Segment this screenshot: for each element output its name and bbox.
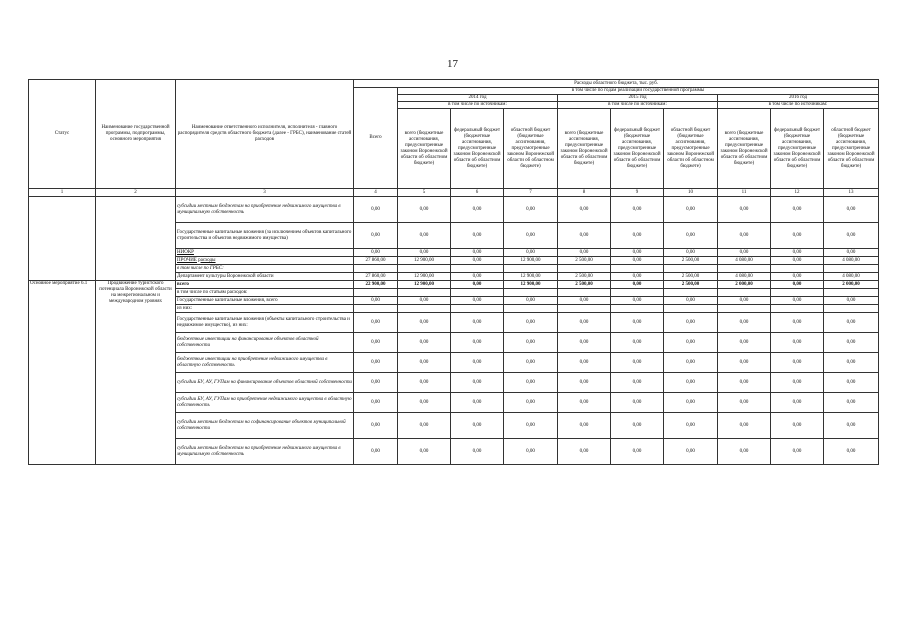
value-cell	[504, 265, 558, 273]
value-cell	[398, 265, 451, 273]
row-label: Государственные капитальные вложения (объекты капитального строительства и недвижимое имущество), из них:	[176, 313, 354, 333]
value-cell: 0,00	[771, 257, 824, 265]
row-label: бюджетные инвестиции на финансирование объектов областной собственности	[176, 333, 354, 353]
status-cell: Основное мероприятие 6.1	[29, 281, 96, 465]
column-number-cell: 3	[176, 189, 354, 197]
value-cell: 0,00	[771, 281, 824, 289]
value-cell: 0,00	[398, 197, 451, 223]
value-cell: 0,00	[824, 249, 879, 257]
value-cell	[611, 305, 664, 313]
value-cell: 0,00	[664, 393, 718, 413]
value-cell	[771, 289, 824, 297]
row-label: субсидии БУ, АУ, ГУПам на финансирование объектов областной собственности	[176, 373, 354, 393]
value-cell: 22 900,00	[354, 281, 398, 289]
value-cell	[558, 305, 611, 313]
value-cell: 0,00	[718, 373, 771, 393]
value-cell: 0,00	[451, 333, 504, 353]
value-cell	[354, 265, 398, 273]
value-cell: 27 860,00	[354, 257, 398, 265]
value-cell: 0,00	[824, 223, 879, 249]
value-cell: 4 080,00	[718, 273, 771, 281]
row-label: субсидии БУ, АУ, ГУПам на приобретение недвижимого имущества в областную собственность	[176, 393, 354, 413]
value-cell: 0,00	[504, 197, 558, 223]
value-cell	[451, 265, 504, 273]
value-cell: 0,00	[611, 373, 664, 393]
row-label: из них:	[176, 305, 354, 313]
value-cell: 2 000,00	[824, 281, 879, 289]
value-cell: 0,00	[664, 197, 718, 223]
status-cell-empty	[29, 197, 96, 281]
row-label: ПРОЧИЕ расходы	[176, 257, 354, 265]
value-cell: 2 500,00	[558, 281, 611, 289]
row-label: Департамент культуры Воронежской области	[176, 273, 354, 281]
value-cell: 0,00	[771, 439, 824, 465]
column-number-cell: 4	[354, 189, 398, 197]
value-cell: 0,00	[354, 297, 398, 305]
page-number: 17	[447, 58, 458, 70]
column-number-cell: 10	[664, 189, 718, 197]
value-cell: 0,00	[558, 373, 611, 393]
value-cell: 0,00	[771, 373, 824, 393]
value-cell: 0,00	[504, 333, 558, 353]
value-cell: 12 900,00	[504, 257, 558, 265]
value-cell: 0,00	[504, 313, 558, 333]
value-cell: 0,00	[664, 249, 718, 257]
header-total: Всего	[354, 88, 398, 189]
value-cell: 0,00	[771, 333, 824, 353]
value-cell: 0,00	[664, 353, 718, 373]
value-cell	[451, 305, 504, 313]
value-cell: 2 500,00	[558, 273, 611, 281]
value-cell: 0,00	[354, 353, 398, 373]
table-row	[29, 281, 879, 289]
column-number-row	[29, 189, 879, 197]
value-cell: 0,00	[451, 281, 504, 289]
value-cell: 0,00	[398, 373, 451, 393]
column-number-cell: 13	[824, 189, 879, 197]
value-cell	[718, 265, 771, 273]
value-cell: 0,00	[611, 333, 664, 353]
value-cell	[354, 289, 398, 297]
value-cell: 12 900,00	[504, 273, 558, 281]
value-cell	[771, 305, 824, 313]
value-cell: 2 000,00	[718, 281, 771, 289]
column-number-cell: 6	[451, 189, 504, 197]
value-cell: 0,00	[558, 413, 611, 439]
value-cell: 0,00	[611, 353, 664, 373]
row-label: НИОКР	[176, 249, 354, 257]
row-label: бюджетные инвестиции на приобретение недвижимого имущества в областную собственность	[176, 353, 354, 373]
value-cell: 0,00	[398, 393, 451, 413]
value-cell: 0,00	[354, 413, 398, 439]
value-cell: 0,00	[664, 333, 718, 353]
value-cell: 0,00	[824, 313, 879, 333]
header-program-name: Наименование государственной программы, подпрограммы, основного мероприятия	[96, 80, 176, 189]
value-cell	[664, 305, 718, 313]
column-number-cell: 2	[96, 189, 176, 197]
value-cell: 0,00	[718, 223, 771, 249]
value-cell: 27 860,00	[354, 273, 398, 281]
header-federal-2015: федеральный бюджет (бюджетные ассигнования, предусмотренные законом Воронежской области об областном бюджете)	[611, 109, 664, 189]
value-cell: 0,00	[824, 197, 879, 223]
row-label: Государственные капитальные вложения, всего	[176, 297, 354, 305]
value-cell: 0,00	[504, 249, 558, 257]
value-cell: 0,00	[504, 413, 558, 439]
value-cell	[718, 305, 771, 313]
header-regional-2014: областной бюджет (бюджетные ассигнования, предусмотренные законом Воронежской области об областном бюджете)	[504, 109, 558, 189]
row-label: субсидии местным бюджетам на софинансирование объектов муниципальной собственности	[176, 413, 354, 439]
header-sources-2015: в том числе по источникам:	[558, 102, 718, 109]
value-cell: 0,00	[354, 373, 398, 393]
value-cell: 0,00	[824, 297, 879, 305]
value-cell: 12 900,00	[398, 257, 451, 265]
column-number-cell: 9	[611, 189, 664, 197]
value-cell	[824, 305, 879, 313]
value-cell: 0,00	[558, 333, 611, 353]
value-cell: 0,00	[664, 297, 718, 305]
header-obl-total-2014: всего (бюджетные ассигнования, предусмотренные законом Воронежской области об областном бюджете)	[398, 109, 451, 189]
value-cell: 0,00	[504, 373, 558, 393]
row-label: в том числе по ГРБС:	[176, 265, 354, 273]
value-cell: 0,00	[558, 197, 611, 223]
value-cell: 0,00	[354, 197, 398, 223]
value-cell: 2 500,00	[664, 281, 718, 289]
value-cell: 0,00	[718, 413, 771, 439]
column-number-cell: 11	[718, 189, 771, 197]
value-cell: 0,00	[398, 333, 451, 353]
value-cell: 0,00	[611, 223, 664, 249]
header-obl-total-2016: всего (бюджетные ассигнования, предусмотренные законом Воронежской области об областном бюджете)	[718, 109, 771, 189]
value-cell: 0,00	[611, 439, 664, 465]
value-cell: 0,00	[451, 297, 504, 305]
value-cell	[558, 265, 611, 273]
value-cell: 0,00	[771, 413, 824, 439]
value-cell: 0,00	[451, 313, 504, 333]
value-cell: 0,00	[354, 313, 398, 333]
value-cell	[824, 289, 879, 297]
column-number-cell: 8	[558, 189, 611, 197]
value-cell: 0,00	[504, 223, 558, 249]
value-cell: 4 080,00	[824, 273, 879, 281]
value-cell: 0,00	[824, 353, 879, 373]
value-cell: 0,00	[771, 353, 824, 373]
value-cell: 0,00	[718, 333, 771, 353]
value-cell: 0,00	[824, 413, 879, 439]
value-cell: 12 900,00	[398, 281, 451, 289]
value-cell: 0,00	[504, 393, 558, 413]
row-label: всего	[176, 281, 354, 289]
value-cell: 2 500,00	[664, 257, 718, 265]
value-cell	[398, 305, 451, 313]
row-label: субсидии местным бюджетам на приобретение недвижимого имущества в муниципальную собственность	[176, 439, 354, 465]
value-cell	[664, 265, 718, 273]
value-cell: 4 080,00	[824, 257, 879, 265]
value-cell: 0,00	[354, 223, 398, 249]
value-cell	[558, 289, 611, 297]
value-cell: 0,00	[718, 439, 771, 465]
value-cell: 0,00	[771, 249, 824, 257]
value-cell: 0,00	[354, 439, 398, 465]
value-cell	[354, 305, 398, 313]
value-cell: 0,00	[611, 249, 664, 257]
table-row	[29, 197, 879, 223]
value-cell: 0,00	[451, 373, 504, 393]
value-cell: 0,00	[398, 297, 451, 305]
name-cell-empty	[96, 197, 176, 281]
value-cell: 0,00	[398, 413, 451, 439]
value-cell: 0,00	[451, 439, 504, 465]
value-cell: 2 500,00	[664, 273, 718, 281]
column-number-cell: 5	[398, 189, 451, 197]
value-cell: 0,00	[664, 439, 718, 465]
value-cell: 0,00	[451, 353, 504, 373]
value-cell: 0,00	[451, 257, 504, 265]
header-federal-2016: федеральный бюджет (бюджетные ассигнования, предусмотренные законом Воронежской области об областном бюджете)	[771, 109, 824, 189]
row-label: субсидии местным бюджетам на приобретение недвижимого имущества в муниципальную собственность	[176, 197, 354, 223]
value-cell	[504, 289, 558, 297]
value-cell	[824, 265, 879, 273]
value-cell	[664, 289, 718, 297]
value-cell: 0,00	[824, 439, 879, 465]
header-executor: Наименование ответственного исполнителя, исполнителя - главного распорядителя средств областного бюджета (далее - ГРБС), наименование статей расходов	[176, 80, 354, 189]
value-cell: 0,00	[451, 273, 504, 281]
value-cell: 2 500,00	[558, 257, 611, 265]
value-cell: 0,00	[771, 273, 824, 281]
value-cell: 0,00	[451, 197, 504, 223]
header-regional-2015: областной бюджет (бюджетные ассигнования, предусмотренные законом Воронежской области об областном бюджете)	[664, 109, 718, 189]
value-cell: 0,00	[558, 249, 611, 257]
budget-table	[28, 79, 879, 465]
value-cell: 0,00	[398, 353, 451, 373]
value-cell: 0,00	[771, 297, 824, 305]
value-cell	[771, 265, 824, 273]
value-cell: 0,00	[718, 297, 771, 305]
value-cell: 0,00	[558, 439, 611, 465]
header-year-2015: 2015 год	[558, 95, 718, 102]
value-cell: 0,00	[558, 223, 611, 249]
value-cell: 0,00	[398, 313, 451, 333]
value-cell: 0,00	[398, 249, 451, 257]
header-status: Статус	[29, 80, 96, 189]
value-cell: 0,00	[504, 353, 558, 373]
value-cell: 0,00	[664, 223, 718, 249]
measure-name-cell: Продвижение туристского потенциала Воронежской области на межрегиональном и международном уровнях	[96, 281, 176, 465]
value-cell	[504, 305, 558, 313]
header-federal-2014: федеральный бюджет (бюджетные ассигнования, предусмотренные законом Воронежской области об областном бюджете)	[451, 109, 504, 189]
value-cell: 0,00	[451, 249, 504, 257]
value-cell: 0,00	[451, 413, 504, 439]
value-cell: 0,00	[611, 281, 664, 289]
header-by-years: в том числе по годам реализации государственной программы	[398, 88, 879, 95]
value-cell: 0,00	[558, 393, 611, 413]
header-sources-2016: в том числе по источникам:	[718, 102, 879, 109]
value-cell: 0,00	[771, 223, 824, 249]
header-year-2016: 2016 год	[718, 95, 879, 102]
value-cell: 0,00	[611, 297, 664, 305]
header-year-2014: 2014 год	[398, 95, 558, 102]
row-label: в том числе по статьям расходов:	[176, 289, 354, 297]
value-cell: 0,00	[398, 223, 451, 249]
value-cell: 0,00	[504, 439, 558, 465]
row-label: Государственные капитальные вложения (за исключением объектов капитального строительства и объектов недвижимого имущества)	[176, 223, 354, 249]
value-cell: 12 900,00	[504, 281, 558, 289]
value-cell: 0,00	[398, 439, 451, 465]
value-cell: 0,00	[771, 313, 824, 333]
value-cell: 0,00	[354, 333, 398, 353]
value-cell: 0,00	[354, 249, 398, 257]
value-cell: 0,00	[451, 223, 504, 249]
header-obl-total-2015: всего (бюджетные ассигнования, предусмотренные законом Воронежской области об областном бюджете)	[558, 109, 611, 189]
value-cell: 0,00	[611, 273, 664, 281]
value-cell: 0,00	[611, 413, 664, 439]
value-cell: 0,00	[824, 333, 879, 353]
value-cell: 12 900,00	[398, 273, 451, 281]
value-cell: 0,00	[664, 373, 718, 393]
value-cell: 0,00	[771, 393, 824, 413]
column-number-cell: 7	[504, 189, 558, 197]
value-cell: 0,00	[558, 353, 611, 373]
value-cell: 0,00	[504, 297, 558, 305]
value-cell: 0,00	[558, 297, 611, 305]
value-cell: 0,00	[664, 313, 718, 333]
value-cell: 0,00	[771, 197, 824, 223]
value-cell	[611, 289, 664, 297]
value-cell	[718, 289, 771, 297]
value-cell: 0,00	[451, 393, 504, 413]
value-cell: 0,00	[611, 257, 664, 265]
value-cell: 0,00	[611, 393, 664, 413]
value-cell: 0,00	[664, 413, 718, 439]
column-number-cell: 12	[771, 189, 824, 197]
header-sources-2014: в том числе по источникам:	[398, 102, 558, 109]
value-cell: 0,00	[558, 313, 611, 333]
value-cell	[398, 289, 451, 297]
value-cell	[611, 265, 664, 273]
value-cell: 0,00	[718, 249, 771, 257]
value-cell: 0,00	[354, 393, 398, 413]
header-expenses-title: Расходы областного бюджета, тыс. руб.	[354, 80, 879, 88]
value-cell: 0,00	[718, 197, 771, 223]
value-cell: 0,00	[718, 393, 771, 413]
value-cell: 0,00	[611, 197, 664, 223]
column-number-cell: 1	[29, 189, 96, 197]
value-cell: 0,00	[718, 313, 771, 333]
value-cell: 0,00	[718, 353, 771, 373]
value-cell: 0,00	[824, 393, 879, 413]
value-cell: 0,00	[824, 373, 879, 393]
value-cell	[451, 289, 504, 297]
header-regional-2016: областной бюджет (бюджетные ассигнования, предусмотренные законом Воронежской области об областном бюджете)	[824, 109, 879, 189]
value-cell: 0,00	[611, 313, 664, 333]
value-cell: 4 080,00	[718, 257, 771, 265]
